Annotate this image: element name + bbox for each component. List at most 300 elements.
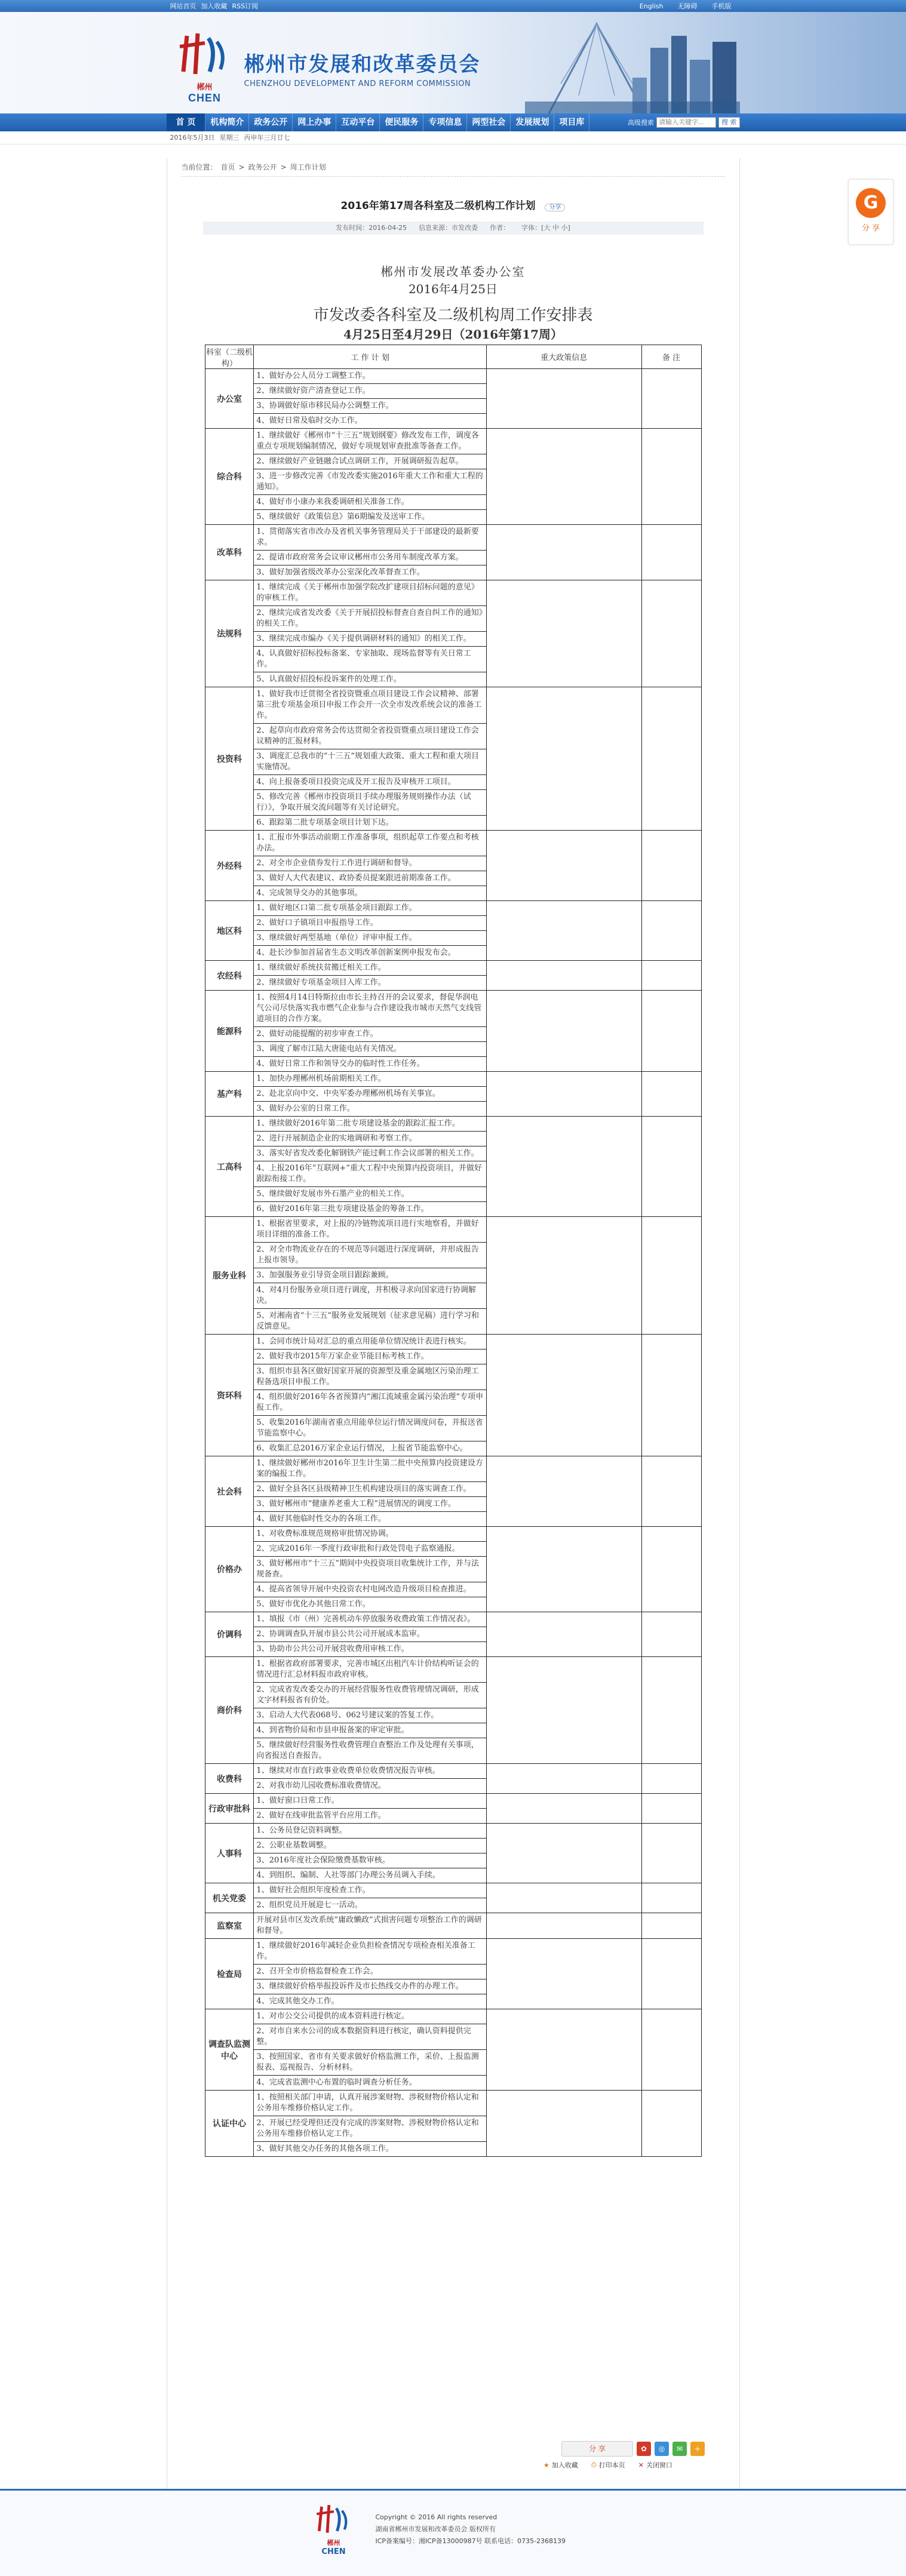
- tasks-cell: [254, 1335, 487, 1456]
- task-item: 5、继续做好经营服务性收费管理自查整治工作及处理有关事项，向省报送自查报告。: [256, 1741, 479, 1760]
- topbar-link[interactable]: 无障碍: [677, 2, 698, 10]
- task-item: 2、继续完成省发改委《关于开展招投标督查自查自纠工作的通知》的相关工作。: [254, 606, 486, 632]
- site-title: [244, 48, 481, 88]
- nav-item[interactable]: 网上办事: [293, 113, 336, 131]
- task-item: 4、做好日常工作和领导交办的临时性工作任务。: [256, 1059, 425, 1068]
- city-skyline-illustration: [525, 12, 740, 113]
- search-area: [628, 117, 740, 128]
- dept-cell: 价格办: [205, 1527, 254, 1612]
- breadcrumb-link[interactable]: 周工作计划: [290, 163, 326, 171]
- task-item: 1、根据省里要求，对上报的冷链物流项目进行实地察看，并做好项目详细的准备工作。: [254, 1217, 486, 1243]
- tasks-cell: [254, 687, 487, 831]
- task-item: 1、继续完成《关于郴州市加强学院改扩建项目招标问题的意见》的审核工作。: [254, 580, 486, 606]
- share-icon: G: [856, 188, 886, 218]
- table-row: [205, 1072, 701, 1117]
- table-row: [205, 961, 701, 991]
- share-button[interactable]: 分享: [545, 204, 565, 211]
- breadcrumb-link[interactable]: 政务公开: [248, 163, 277, 171]
- header-plan: 工 作 计 划: [254, 345, 487, 369]
- article-title: [167, 197, 739, 212]
- task-item: 2、继续做好产业链融合试点调研工作，开展调研报告起草。: [254, 454, 486, 469]
- note-cell: [641, 2091, 701, 2157]
- main-nav: [0, 113, 906, 131]
- page-tools: [543, 2460, 672, 2470]
- table-row: [205, 1824, 701, 1883]
- task-item: 2、继续做好资产清查登记工作。: [254, 384, 486, 399]
- note-cell: [641, 961, 701, 991]
- dept-cell: 基产科: [205, 1072, 254, 1117]
- task-item: 1、做好窗口日常工作。: [254, 1794, 486, 1809]
- star-icon: ★: [543, 2461, 549, 2469]
- task-item: 2、对我市幼儿园收费标准收费情况。: [256, 1781, 386, 1790]
- policy-cell: [486, 1939, 641, 2009]
- task-item: 2、赴北京向中交、中央军委办理郴州机场有关事宜。: [254, 1087, 486, 1102]
- note-cell: [641, 1657, 701, 1764]
- task-item: 1、对市公交公司提供的成本资料进行核定。: [254, 2009, 486, 2024]
- table-row: [205, 429, 701, 525]
- task-item: 1、继续做好《郴州市“十三五”规划纲要》修改发布工作，调度各重点专项规划编制情况，做好专项规划审查批准等备查工作。: [254, 429, 486, 454]
- nav-item[interactable]: 专项信息: [423, 113, 467, 131]
- task-item: 3、调度汇总我市的“十三五”规划重大政策、重大工程和重大项目实施情况。: [254, 749, 486, 775]
- note-cell: [641, 1527, 701, 1612]
- policy-cell: [486, 687, 641, 831]
- task-item: 3、做好郴州市“十三五”期间中央投资项目收集统计工作，并与法规备查。: [254, 1557, 486, 1582]
- task-item: 1、按照4月14日特斯拉由市长主持召开的会议要求，督促华润电气公司尽快落实我市燃气企业参与合作建设我市城市天然气支线管道项目的合作方案。: [254, 991, 486, 1027]
- floating-share-widget[interactable]: [848, 179, 893, 245]
- dept-cell: 办公室: [205, 369, 254, 429]
- dept-cell: 外经科: [205, 831, 254, 901]
- search-button[interactable]: 搜 索: [718, 117, 740, 128]
- note-cell: [641, 525, 701, 580]
- tasks-cell: [254, 2091, 487, 2157]
- tasks-cell: [254, 1456, 487, 1527]
- policy-cell: [486, 1883, 641, 1913]
- task-item: 2、做好口子镇项目申报指导工作。: [254, 916, 486, 931]
- table-row: [205, 2091, 701, 2157]
- dept-cell: 价调科: [205, 1612, 254, 1657]
- topbar-link[interactable]: English: [639, 2, 664, 10]
- task-item: 3、继续做好价格举报投诉件及市长热线交办件的办理工作。: [254, 1979, 486, 1994]
- task-item: 1、做好地区口第二批专项基金项目跟踪工作。: [254, 901, 486, 916]
- floating-share-label: 分 享: [861, 224, 880, 233]
- note-cell: [641, 429, 701, 525]
- task-item: 4、对4月份服务业项目进行调度，并积极寻求向国家进行协调解决。: [254, 1283, 486, 1309]
- tasks-cell: [254, 1794, 487, 1824]
- tasks-cell: [254, 991, 487, 1072]
- policy-cell: [486, 1117, 641, 1217]
- tasks-cell: [254, 901, 487, 961]
- task-item: 2、开展已经受理但还没有完成的涉案财物、涉税财物价格认定和公务用车维修价格认定工作。: [254, 2116, 486, 2142]
- task-item: 5、对湘南省“十三五”服务业发展规划（征求意见稿）进行学习和反馈意见。: [256, 1311, 479, 1331]
- task-item: 4、到组织、编制、人社等部门办理公务员调入手续。: [256, 1871, 440, 1880]
- dept-cell: 商价科: [205, 1657, 254, 1764]
- tasks-cell: [254, 1824, 487, 1883]
- task-item: 6、收集汇总2016万家企业运行情况，上报省节能监察中心。: [256, 1444, 468, 1453]
- table-row: [205, 1883, 701, 1913]
- share-bar-button[interactable]: [561, 2441, 633, 2457]
- table-row: [205, 525, 701, 580]
- task-item: 5、修改完善《郴州市投资项目手续办理服务规则操作办法（试行）》，争取开展交流问题等有关讨论研究。: [254, 790, 486, 816]
- tasks-cell: [254, 525, 487, 580]
- tasks-cell: [254, 1612, 487, 1657]
- task-item: 1、继续对市直行政事业收费单位收费情况报告审核。: [254, 1764, 486, 1779]
- date-text: 2016年5月3日: [170, 134, 215, 142]
- note-cell: [641, 580, 701, 687]
- policy-cell: [486, 1527, 641, 1612]
- date-bar: [0, 131, 906, 145]
- table-row: [205, 1764, 701, 1794]
- policy-cell: [486, 369, 641, 429]
- tasks-cell: [254, 369, 487, 429]
- table-row: [205, 1335, 701, 1456]
- dept-cell: 能源科: [205, 991, 254, 1072]
- task-item: 4、组织做好2016年各省预算内“湘江流域重金属污染治理”专项申报工作。: [254, 1390, 486, 1416]
- search-input[interactable]: [656, 117, 716, 128]
- site-title-en: CHENZHOU DEVELOPMENT AND REFORM COMMISSION: [244, 79, 471, 88]
- task-item: 2、协调调查队开展市县公共公司开展成本监审。: [254, 1627, 486, 1642]
- qq-icon[interactable]: ◎: [655, 2442, 669, 2456]
- dept-cell: 社会科: [205, 1456, 254, 1527]
- task-item: 2、做好全县各区县级精神卫生机构建设项目的落实调查工作。: [254, 1482, 486, 1497]
- print-icon: ⎙: [591, 2461, 597, 2469]
- task-item: 2、做好我市2015年万家企业节能目标考核工作。: [254, 1350, 486, 1364]
- task-item: 5、认真做好招投标投诉案件的处理工作。: [256, 675, 401, 684]
- policy-cell: [486, 2009, 641, 2091]
- task-item: 1、加快办理郴州机场前期相关工作。: [254, 1072, 486, 1087]
- policy-cell: [486, 1824, 641, 1883]
- document-org: 郴州市发展改革委办公室: [380, 265, 526, 279]
- note-cell: [641, 369, 701, 429]
- task-item: 6、做好2016年第三批专项建设基金的筹备工作。: [256, 1204, 429, 1213]
- task-item: 4、完成领导交办的其他事项。: [256, 889, 363, 897]
- task-item: 2、进行开展制造企业的实地调研和考察工作。: [254, 1132, 486, 1146]
- task-item: 2、做好在线审批监管平台应用工作。: [256, 1811, 386, 1820]
- task-item: 3、启动人大代表068号、062号建议案的答复工作。: [254, 1708, 486, 1723]
- task-item: 5、继续做好发展市外石墨产业的相关工作。: [254, 1187, 486, 1202]
- note-cell: [641, 1335, 701, 1456]
- breadcrumb-link[interactable]: 首页: [220, 163, 235, 171]
- table-row: [205, 580, 701, 687]
- nav-item[interactable]: 两型社会: [467, 113, 511, 131]
- table-row: [205, 1794, 701, 1824]
- top-bar: [0, 0, 906, 12]
- logo-cn-text: 郴州: [196, 82, 213, 91]
- task-item: 2、对全市物流业存在的不规范等问题进行深度调研，并形成报告上报市领导。: [254, 1243, 486, 1268]
- note-cell: [641, 1883, 701, 1913]
- nav-item[interactable]: 便民服务: [380, 113, 423, 131]
- topbar-link[interactable]: 手机版: [711, 2, 732, 10]
- close-icon: ✕: [638, 2461, 644, 2469]
- policy-cell: [486, 1335, 641, 1456]
- share-bar-label: 分 享: [589, 2445, 606, 2453]
- tasks-cell: [254, 1117, 487, 1217]
- task-item: 1、继续做好系统扶贫搬迁相关工作。: [254, 961, 486, 976]
- share-toolbar: [561, 2441, 705, 2457]
- document-date: 2016年4月25日: [408, 282, 498, 296]
- task-item: 3、协助市公共公司开展营收费用审核工作。: [256, 1644, 409, 1653]
- policy-cell: [486, 1456, 641, 1527]
- task-item: 1、继续做好2016年减轻企业负担检查情况专项检查相关准备工作。: [254, 1939, 486, 1965]
- table-row: [205, 991, 701, 1072]
- document-range: 4月25日至4月29日（2016年第17周）: [343, 327, 563, 342]
- task-item: 2、提请市政府常务会议审议郴州市公务用车制度改革方案。: [254, 551, 486, 565]
- note-cell: [641, 1217, 701, 1335]
- note-cell: [641, 1117, 701, 1217]
- dept-cell: 投资科: [205, 687, 254, 831]
- task-item: 3、做好办公室的日常工作。: [256, 1104, 355, 1113]
- table-row: [205, 901, 701, 961]
- nav-item[interactable]: 项目库: [554, 113, 589, 131]
- task-item: 4、上报2016年“互联网+”重大工程中央预算内投资项目，并做好跟踪衔接工作。: [254, 1161, 486, 1187]
- header-policy: 重大政策信息: [486, 345, 641, 369]
- tasks-cell: [254, 1527, 487, 1612]
- task-item: 3、组织市县各区做好国家开展的资源型及重金属地区污染治理工程备选项目申报工作。: [254, 1364, 486, 1390]
- task-item: 2、继续做好专项基金项目入库工作。: [256, 978, 386, 987]
- task-item: 4、向上报备委项目投资完成及开工报告及审核开工项目。: [254, 775, 486, 790]
- task-item: 1、会同市统计局对汇总的重点用能单位情况统计表进行核实。: [254, 1335, 486, 1350]
- nav-item[interactable]: 首 页: [167, 113, 206, 131]
- tool-1[interactable]: [591, 2460, 625, 2470]
- work-plan-table: [205, 345, 702, 2157]
- policy-cell: [486, 1657, 641, 1764]
- task-item: 1、做好社会组织年度检查工作。: [254, 1883, 486, 1898]
- tasks-cell: [254, 961, 487, 991]
- footer-icp: ICP备案编号：湘ICP备13000987号 联系电话：0735-2368139: [375, 2537, 566, 2545]
- dept-cell: 机关党委: [205, 1883, 254, 1913]
- task-item: 3、进一步修改完善《市发改委实施2016年重大工作和重大工程的通知》。: [254, 469, 486, 495]
- policy-cell: [486, 1612, 641, 1657]
- dept-cell: 检查局: [205, 1939, 254, 2009]
- note-cell: [641, 1764, 701, 1794]
- policy-cell: [486, 901, 641, 961]
- note-cell: [641, 1072, 701, 1117]
- banner: [0, 12, 906, 113]
- table-row: [205, 687, 701, 831]
- meta-item: 信息来源：市发改委: [419, 224, 478, 232]
- tasks-cell: [254, 1217, 487, 1335]
- task-item: 1、对收费标准规范规格审批情况协调。: [254, 1527, 486, 1542]
- nav-item[interactable]: 政务公开: [249, 113, 293, 131]
- tasks-cell: [254, 1913, 487, 1939]
- task-item: 6、跟踪第二批专项基金项目计划下达。: [256, 818, 394, 827]
- dept-cell: 法规科: [205, 580, 254, 687]
- task-item: 1、公务员登记资料调整。: [254, 1824, 486, 1839]
- task-item: 4、赴长沙参加首届省生态文明改革创新案例申报发布会。: [256, 948, 456, 957]
- note-cell: [641, 1824, 701, 1883]
- task-item: 4、提高省领导开展中央投资农村电网改造升级项目检查推进。: [254, 1582, 486, 1597]
- header-note: 备 注: [641, 345, 701, 369]
- breadcrumb: [182, 158, 725, 177]
- logo-en-text: CHEN: [188, 92, 221, 104]
- dept-cell: 地区科: [205, 901, 254, 961]
- article-title-text: 2016年第17周各科室及二级机构工作计划: [340, 200, 536, 212]
- task-item: 3、做好人大代表建议、政协委员提案跟进前期准备工作。: [254, 871, 486, 886]
- dept-cell: 工高科: [205, 1117, 254, 1217]
- task-item: 5、继续做好《政策信息》第6期编发及送审工作。: [256, 512, 429, 521]
- meta-item[interactable]: 字体：[大 中 小]: [521, 224, 570, 232]
- tasks-cell: [254, 1657, 487, 1764]
- weibo-icon[interactable]: ✿: [637, 2442, 651, 2456]
- meta-item: 作者：: [490, 224, 510, 232]
- advanced-search-link[interactable]: 高级搜索: [628, 119, 654, 127]
- task-item: 1、按照相关部门申请，认真开展涉案财物、涉税财物价格认定和公务用车维修价格认定工作。: [254, 2091, 486, 2116]
- table-row: [205, 1612, 701, 1657]
- dept-cell: 人事科: [205, 1824, 254, 1883]
- footer: [0, 2489, 906, 2576]
- table-row: [205, 1456, 701, 1527]
- note-cell: [641, 2009, 701, 2091]
- nav-item[interactable]: 发展规划: [511, 113, 554, 131]
- task-item: 2、起草向市政府常务会传达贯彻全省投资暨重点项目建设工作会议精神的汇报材料。: [254, 724, 486, 749]
- task-item: 1、填报《市（州）完善机动车停放服务收费政策工作情况表》。: [254, 1612, 486, 1627]
- note-cell: [641, 687, 701, 831]
- dept-cell: 认证中心: [205, 2091, 254, 2157]
- task-item: 5、收集2016年湖南省重点用能单位运行情况调度问卷，并报送省节能监察中心。: [254, 1416, 486, 1441]
- task-item: 3、做好其他交办任务的其他各项工作。: [256, 2144, 394, 2153]
- logo-mark-icon: [175, 30, 235, 79]
- task-item: 2、完成2016年一季度行政审批和行政处罚电子监察通报。: [254, 1542, 486, 1557]
- policy-cell: [486, 831, 641, 901]
- task-item: 1、做好我市迁贯彻全省投资暨重点项目建设工作会议精神、部署第三批专项基金项目申报工作会开一次全市发改系统会议的准备工作。: [254, 687, 486, 724]
- tasks-cell: [254, 1883, 487, 1913]
- task-item: 2、对全市企业债券发行工作进行调研和督导。: [254, 856, 486, 871]
- task-item: 5、做好市优化办其他日常工作。: [256, 1600, 370, 1609]
- task-item: 2、对市自来水公司的成本数据资料进行核定，确认资料提供完整。: [254, 2024, 486, 2050]
- policy-cell: [486, 1217, 641, 1335]
- footer-logo-cn: 郴州: [327, 2540, 340, 2547]
- tool-label: 加入收藏: [551, 2461, 578, 2469]
- task-item: 3、继续完成市编办《关于提供调研材料的通知》的相关工作。: [254, 632, 486, 647]
- table-row: [205, 369, 701, 429]
- document-header: [167, 262, 739, 342]
- task-item: 2、完成省发改委交办的开展经营服务性收费管理情况调研，形成文字材料报省有价处。: [254, 1683, 486, 1708]
- table-row: [205, 1117, 701, 1217]
- dept-cell: 改革科: [205, 525, 254, 580]
- task-item: 2、做好动能提醒的初步审查工作。: [254, 1027, 486, 1042]
- task-item: 1、继续做好郴州市2016年卫生计生第二批中央预算内投资建设方案的编报工作。: [254, 1456, 486, 1482]
- tool-label: 打印本页: [598, 2461, 625, 2469]
- tasks-cell: [254, 831, 487, 901]
- task-item: 1、贯彻落实省市改办及省机关事务管理局关于干部建设的最新要求。: [254, 525, 486, 551]
- task-item: 3、按照国家、省市有关要求做好价格监测工作，采价、上报监测报表、巡视报告、分析材料。: [254, 2050, 486, 2076]
- task-item: 2、组织党员开展迎七一活动。: [256, 1901, 363, 1910]
- table-row: [205, 2009, 701, 2091]
- topbar-link[interactable]: 加入收藏: [201, 2, 228, 10]
- topbar-link[interactable]: RSS订阅: [232, 2, 259, 10]
- policy-cell: [486, 991, 641, 1072]
- task-item: 开展对县市区发改系统“庸政懒政”式损害问题专项整治工作的调研和督导。: [256, 1916, 482, 1935]
- note-cell: [641, 991, 701, 1072]
- footer-owner: 湖南省郴州市发展和改革委员会 版权所有: [375, 2525, 496, 2533]
- table-row: [205, 1939, 701, 2009]
- nav-item[interactable]: 互动平台: [336, 113, 380, 131]
- task-item: 1、根据省政府部署要求，完善市城区出租汽车计价结构听证会的情况进行汇总材料报市政府审核。: [254, 1657, 486, 1683]
- task-item: 3、继续做好两型基地（单位）评审申报工作。: [254, 931, 486, 946]
- document-title: 市发改委各科室及二级机构周工作安排表: [313, 306, 593, 324]
- task-item: 4、完成其他交办工作。: [256, 1997, 339, 2006]
- tasks-cell: [254, 580, 487, 687]
- tasks-cell: [254, 1072, 487, 1117]
- note-cell: [641, 1612, 701, 1657]
- tool-0[interactable]: [543, 2460, 578, 2470]
- task-item: 3、落实好省发改委化解钢铁产能过剩工作会议部署的相关工作。: [254, 1146, 486, 1161]
- tasks-cell: [254, 429, 487, 525]
- tasks-cell: [254, 2009, 487, 2091]
- dept-cell: 综合科: [205, 429, 254, 525]
- dept-cell: 资环科: [205, 1335, 254, 1456]
- task-item: 4、做好日常及临时交办工作。: [256, 416, 363, 425]
- footer-logo-icon: [313, 2503, 355, 2536]
- task-item: 3、做好加强省级改革办公室深化改革督查工作。: [256, 568, 425, 577]
- dept-cell: 农经科: [205, 961, 254, 991]
- header-dept: 科室（二级机构）: [205, 345, 254, 369]
- task-item: 3、加强服务业引导资金项目跟踪兼顾。: [254, 1268, 486, 1283]
- tool-2[interactable]: [638, 2460, 672, 2470]
- date-text: 丙申年三月廿七: [244, 134, 290, 142]
- task-item: 2、公职业基数调整。: [254, 1839, 486, 1853]
- task-item: 1、汇报市外事活动前期工作准备事项，组织起草工作要点和考核办法。: [254, 831, 486, 856]
- footer-logo-en: CHEN: [321, 2547, 346, 2556]
- dept-cell: 收费科: [205, 1764, 254, 1794]
- breadcrumb-text: 当前位置：: [181, 163, 217, 171]
- dept-cell: 服务业科: [205, 1217, 254, 1335]
- task-item: 3、做好郴州市“健康养老重大工程”进展情况的调度工作。: [254, 1497, 486, 1512]
- tool-label: 关闭窗口: [646, 2461, 672, 2469]
- policy-cell: [486, 1764, 641, 1794]
- policy-cell: [486, 1794, 641, 1824]
- dept-cell: 监察室: [205, 1913, 254, 1939]
- note-cell: [641, 1794, 701, 1824]
- note-cell: [641, 1456, 701, 1527]
- site-logo[interactable]: [175, 30, 235, 104]
- table-row: [205, 1657, 701, 1764]
- more-icon[interactable]: +: [690, 2442, 705, 2456]
- task-item: 4、做好市小康办来我委调研相关准备工作。: [254, 495, 486, 510]
- policy-cell: [486, 1072, 641, 1117]
- task-item: 1、做好办公人员分工调整工作。: [254, 369, 486, 384]
- task-item: 4、认真做好招标投标备案、专家抽取、现场监督等有关日常工作。: [254, 647, 486, 672]
- note-cell: [641, 901, 701, 961]
- footer-text: [376, 2512, 566, 2547]
- policy-cell: [486, 525, 641, 580]
- policy-cell: [486, 429, 641, 525]
- topbar-link[interactable]: 网站首页: [170, 2, 196, 10]
- breadcrumb-text: >: [280, 163, 287, 171]
- table-row: [205, 1527, 701, 1612]
- policy-cell: [486, 2091, 641, 2157]
- meta-item: 发布时间：2016-04-25: [336, 224, 407, 232]
- footer-copyright: Copyright © 2016 All rights reserved: [375, 2513, 497, 2521]
- policy-cell: [486, 961, 641, 991]
- task-item: 3、调度了解市江陆大唐能电站有关情况。: [254, 1042, 486, 1057]
- nav-item[interactable]: 机构简介: [205, 113, 249, 131]
- site-title-cn: 郴州市发展和改革委员会: [244, 53, 481, 76]
- table-header-row: [205, 345, 701, 369]
- task-item: 3、协调做好原市移民局办公调整工作。: [254, 399, 486, 414]
- note-cell: [641, 1939, 701, 2009]
- task-item: 4、完成省监测中心布置的临时调查分析任务。: [256, 2078, 417, 2087]
- footer-logo: [304, 2503, 364, 2556]
- task-item: 1、继续做好2016年第二批专项建设基金的跟踪汇报工作。: [254, 1117, 486, 1132]
- wechat-icon[interactable]: ✉: [672, 2442, 687, 2456]
- date-text: 星期三: [219, 134, 239, 142]
- table-row: [205, 1217, 701, 1335]
- tasks-cell: [254, 1939, 487, 2009]
- breadcrumb-text: >: [238, 163, 245, 171]
- note-cell: [641, 1913, 701, 1939]
- article-meta: [203, 222, 704, 235]
- dept-cell: 行政审批科: [205, 1794, 254, 1824]
